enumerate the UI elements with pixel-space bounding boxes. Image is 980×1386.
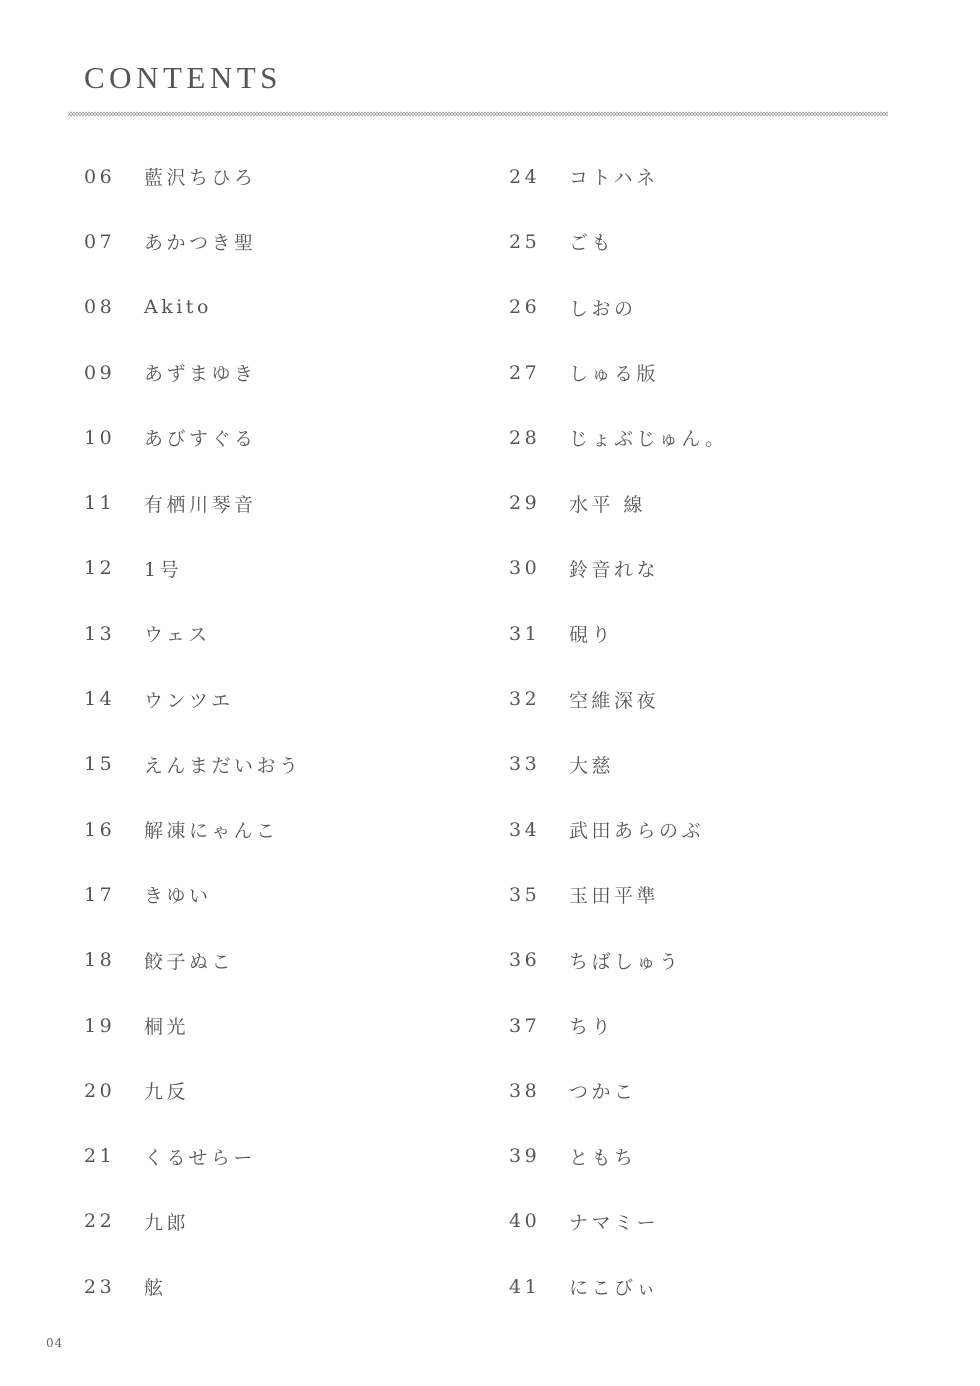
contents-entry[interactable] (84, 797, 484, 862)
contents-entry[interactable] (509, 1189, 909, 1254)
entry-page-number: 29 (509, 492, 541, 515)
entry-name: きゆい (144, 885, 212, 908)
contents-entry[interactable] (509, 666, 909, 731)
entry-page-number: 20 (84, 1079, 116, 1102)
contents-entry[interactable] (509, 1254, 909, 1319)
contents-entry[interactable] (509, 862, 909, 927)
entry-page-number: 37 (509, 1014, 541, 1037)
entry-name: つかこ (569, 1081, 637, 1104)
contents-entry[interactable] (509, 209, 909, 274)
contents-entry[interactable] (509, 928, 909, 993)
entry-page-number: 08 (84, 296, 116, 319)
entry-name: ちり (569, 1016, 615, 1038)
entry-name: 九反 (144, 1081, 190, 1104)
entry-name: あかつき聖 (144, 232, 257, 255)
entry-page-number: 26 (509, 296, 541, 319)
entry-page-number: 28 (509, 426, 541, 449)
entry-page-number: 41 (509, 1275, 541, 1298)
contents-entry[interactable] (84, 993, 484, 1058)
contents-entry[interactable] (84, 340, 484, 405)
page-title: CONTENTS (84, 60, 282, 95)
entry-page-number: 35 (509, 883, 541, 906)
contents-entry[interactable] (84, 1058, 484, 1123)
entry-page-number: 25 (509, 230, 541, 253)
entry-name: ウェス (144, 624, 211, 647)
entry-page-number: 38 (509, 1079, 541, 1102)
entry-name: 武田あらのぶ (569, 820, 705, 843)
entry-name: 藍沢ちひろ (144, 167, 257, 190)
entry-name: あずまゆき (144, 363, 257, 386)
contents-entry[interactable] (84, 666, 484, 731)
contents-entry[interactable] (509, 732, 909, 797)
entry-name: 九郎 (144, 1211, 190, 1234)
entry-page-number: 34 (509, 818, 541, 841)
contents-entry[interactable] (509, 340, 909, 405)
entry-page-number: 07 (84, 230, 116, 253)
entry-page-number: 10 (84, 426, 116, 449)
entry-name: にこびぃ (569, 1277, 660, 1300)
contents-entry[interactable] (509, 1123, 909, 1188)
contents-entry[interactable] (84, 601, 484, 666)
entry-page-number: 31 (509, 622, 541, 645)
entry-name: 餃子ぬこ (144, 950, 235, 973)
contents-entry[interactable] (84, 470, 484, 535)
entry-page-number: 39 (509, 1145, 541, 1168)
contents-entry[interactable] (509, 1058, 909, 1123)
entry-name: コトハネ (569, 167, 659, 190)
contents-entry[interactable] (509, 144, 909, 209)
entry-name: ちばしゅう (569, 950, 682, 973)
contents-entry[interactable] (84, 1123, 484, 1188)
entry-page-number: 40 (509, 1210, 541, 1233)
entry-page-number: 30 (509, 557, 541, 580)
entry-name: 水平 線 (569, 493, 647, 516)
entry-name: しゅる版 (569, 363, 660, 386)
entry-name: しおの (569, 297, 637, 320)
entry-page-number: 12 (84, 557, 116, 580)
entry-name: ウンツエ (144, 689, 234, 712)
entry-page-number: 27 (509, 361, 541, 384)
entry-name: 玉田平準 (569, 885, 660, 908)
contents-entry[interactable] (84, 732, 484, 797)
entry-page-number: 36 (509, 949, 541, 972)
entry-name: じょぶじゅん。 (569, 428, 728, 451)
entry-page-number: 16 (84, 818, 116, 841)
entry-page-number: 06 (84, 165, 116, 188)
decorative-divider (68, 110, 888, 118)
entry-page-number: 18 (84, 949, 116, 972)
entry-name: ごも (569, 232, 615, 255)
contents-entry[interactable] (509, 993, 909, 1058)
entry-name: ナマミー (569, 1211, 660, 1234)
page-number: 04 (46, 1336, 64, 1350)
entry-name: 大慈 (569, 754, 615, 777)
contents-entry[interactable] (509, 405, 909, 470)
contents-entry[interactable] (84, 1189, 484, 1254)
entry-name: 解凍にゃんこ (144, 820, 279, 843)
contents-entry[interactable] (84, 536, 484, 601)
entry-page-number: 09 (84, 361, 116, 384)
entry-name: Akito (144, 296, 212, 319)
entry-name: 1号 (144, 558, 183, 581)
contents-column-left (84, 144, 484, 1319)
entry-page-number: 32 (509, 688, 541, 711)
entry-page-number: 14 (84, 688, 116, 711)
entry-name: 硯り (569, 624, 615, 647)
entry-name: 桐光 (144, 1016, 190, 1038)
contents-entry[interactable] (84, 209, 484, 274)
entry-name: えんまだいおう (144, 754, 302, 777)
contents-entry[interactable] (84, 928, 484, 993)
entry-name: 鈴音れな (569, 558, 660, 581)
entry-page-number: 21 (84, 1145, 116, 1168)
contents-entry[interactable] (84, 144, 484, 209)
contents-entry[interactable] (84, 275, 484, 340)
contents-entry[interactable] (84, 405, 484, 470)
entry-page-number: 23 (84, 1275, 116, 1298)
entry-page-number: 33 (509, 753, 541, 776)
contents-entry[interactable] (509, 797, 909, 862)
entry-page-number: 19 (84, 1014, 116, 1037)
entry-name: 舷 (144, 1277, 167, 1300)
entry-name: あびすぐる (144, 428, 257, 451)
entry-name: 空維深夜 (569, 689, 660, 712)
contents-entry[interactable] (509, 275, 909, 340)
entry-page-number: 24 (509, 165, 541, 188)
contents-entry[interactable] (84, 1254, 484, 1319)
contents-entry[interactable] (509, 470, 909, 535)
contents-entry[interactable] (84, 862, 484, 927)
entry-page-number: 22 (84, 1210, 116, 1233)
contents-column-right (509, 144, 909, 1319)
contents-entry[interactable] (509, 601, 909, 666)
entry-name: 有栖川琴音 (144, 493, 257, 516)
entry-page-number: 11 (84, 492, 116, 515)
entry-name: くるせらー (144, 1146, 256, 1169)
entry-page-number: 17 (84, 883, 116, 906)
entry-page-number: 15 (84, 753, 116, 776)
entry-page-number: 13 (84, 622, 116, 645)
contents-entry[interactable] (509, 536, 909, 601)
entry-name: ともち (569, 1146, 637, 1169)
